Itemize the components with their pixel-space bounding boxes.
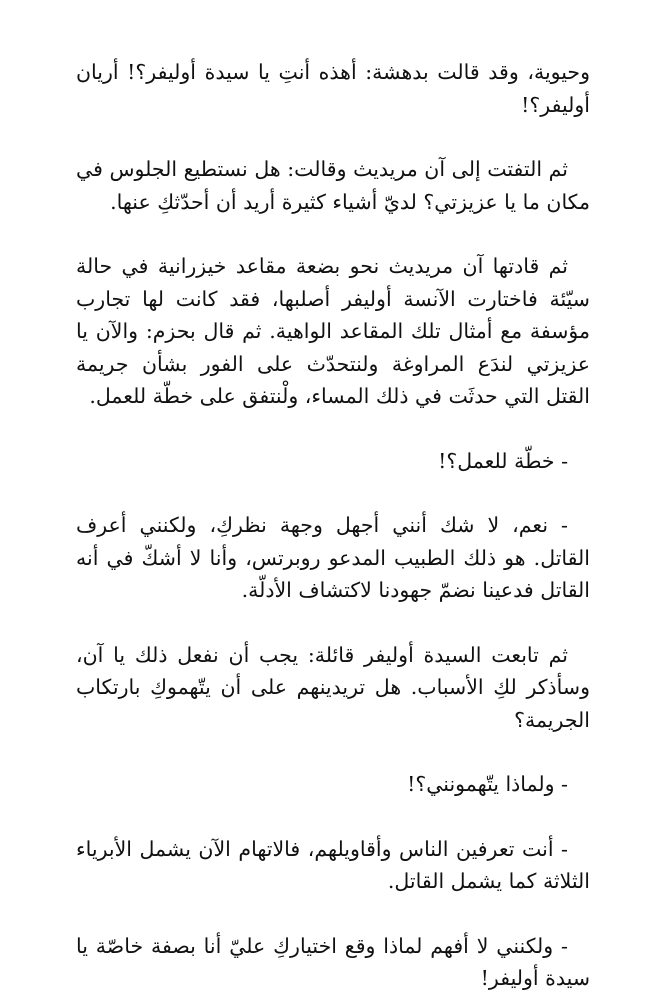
book-page <box>76 56 590 995</box>
paragraph-3: ثم قادتها آن مريديث نحو بضعة مقاعد خيزرانية في حالة سيّئة فاختارت الآنسة أوليفر أصلبها، فقد كانت لها تجارب مؤسفة مع أمثال تلك المقاعد الواهية. ثم قال بحزم: والآن يا عزيزتي لندَع المراوغة ولنتحدّث على الفور بشأن جريمة القتل التي حدثَت في ذلك المساء، ولْنتفق على خطّة للعمل. <box>76 254 590 408</box>
paragraph-2: ثم التفتت إلى آن مريديث وقالت: هل نستطيع الجلوس في مكان ما يا عزيزتي؟ لديّ أشياء كثيرة أريد أن أحدّثكِ عنها. <box>76 157 590 214</box>
paragraph-6: ثم تابعت السيدة أوليفر قائلة: يجب أن نفعل ذلك يا آن، وسأذكر لكِ الأسباب. هل تريدينهم على أن يتّهموكِ بارتكاب الجريمة؟ <box>76 642 590 732</box>
paragraph-5: - نعم، لا شك أنني أجهل وجهة نظركِ، ولكنني أعرف القاتل. هو ذلك الطبيب المدعو روبرتس، وأنا لا أشكّ في أنه القاتل فدعينا نضمّ جهودنا لاكتشاف الأدلّة. <box>76 513 590 602</box>
paragraph-7: - ولماذا يتّهمونني؟! <box>407 772 568 796</box>
paragraph-1: وحيوية، وقد قالت بدهشة: أهذه أنتِ يا سيدة أوليفر؟! أريان أوليفر؟! <box>76 60 590 117</box>
paragraph-8: - أنت تعرفين الناس وأقاويلهم، فالاتهام الآن يشمل الأبرياء الثلاثة كما يشمل القاتل. <box>76 836 590 893</box>
paragraph-4: - خطّة للعمل؟! <box>438 448 568 473</box>
paragraph-9: - ولكنني لا أفهم لماذا وقع اختياركِ عليّ أنا بصفة خاصّة يا سيدة أوليفر! <box>76 933 590 990</box>
